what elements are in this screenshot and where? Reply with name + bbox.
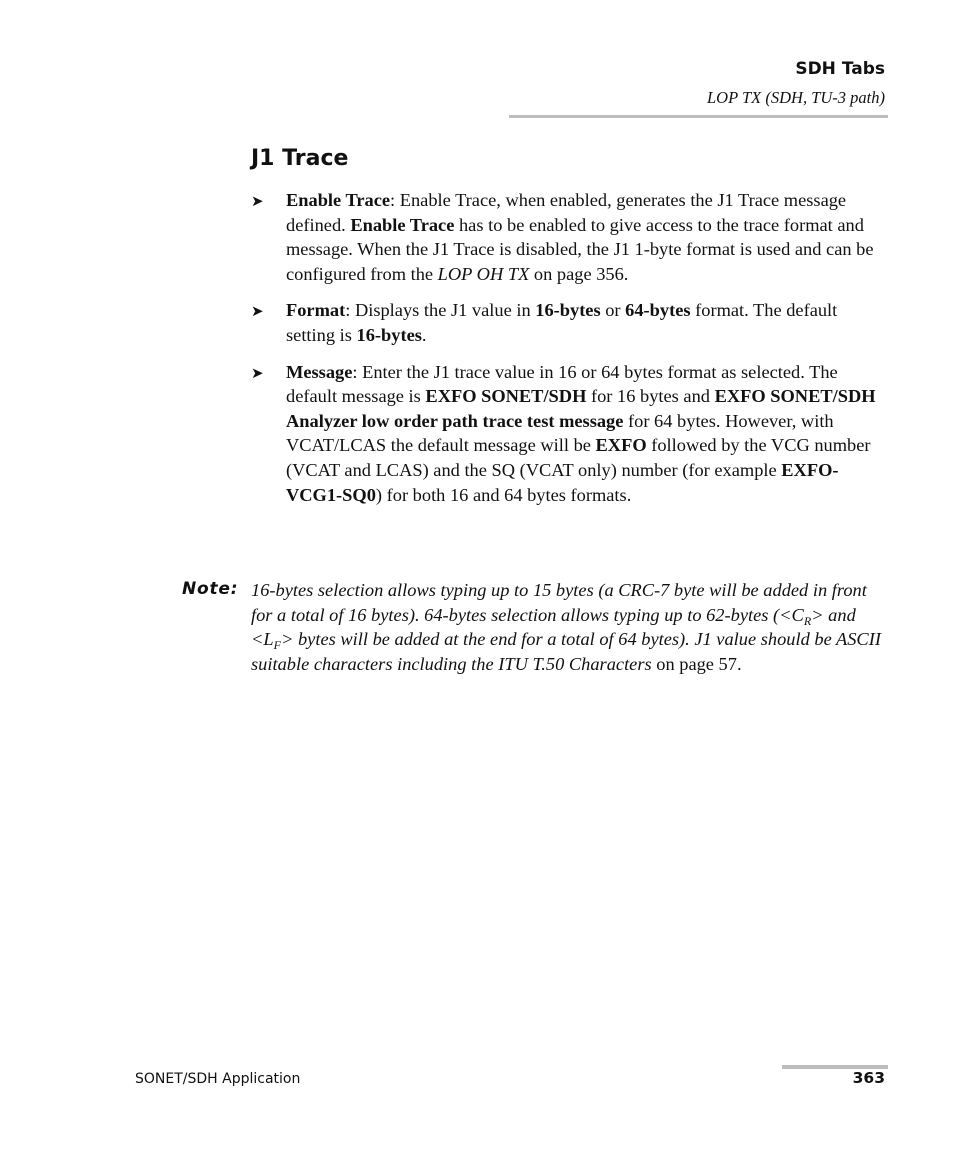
header-divider bbox=[509, 115, 888, 118]
term-format: Format bbox=[286, 300, 346, 321]
bullet-list bbox=[251, 188, 884, 519]
running-header-subtitle: LOP TX (SDH, TU-3 path) bbox=[707, 88, 885, 107]
note-text: 16-bytes selection allows typing up to 15 bytes (a CRC-7 byte will be added in front for a total of 16 bytes). 64-bytes selection allows typing up to 62-bytes ($<C_R>$ and $<L_F>$ bytes will be added at the end for a total of 64 bytes). J1 value should be ASCII suitable characters including the ITU T.50 Characters on page 57. bbox=[251, 580, 881, 674]
section-title: J1 Trace bbox=[251, 146, 349, 171]
page-number: 363 bbox=[852, 1069, 885, 1087]
bullet-arrow-icon: ➤ bbox=[251, 365, 264, 382]
bullet-format: ➤ Format: Displays the J1 value in 16-bytes or 64-bytes format. The default setting is 16-bytes. bbox=[251, 300, 838, 345]
link-itu-t50-characters[interactable]: ITU T.50 Characters bbox=[498, 653, 652, 674]
link-lop-oh-tx[interactable]: LOP OH TX bbox=[437, 263, 530, 284]
running-header-title: SDH Tabs bbox=[795, 59, 885, 79]
term-enable-trace: Enable Trace bbox=[286, 190, 391, 210]
bullet-arrow-icon: ➤ bbox=[251, 194, 264, 210]
footer-document-title: SONET/SDH Application bbox=[135, 1071, 301, 1087]
bullet-message: ➤ Message: Enter the J1 trace value in 16 or 64 bytes format as selected. The default message is EXFO SONET/SDH for 16 bytes and EXFO SONET/SDH Analyzer low order path trace test message for 64 bytes. However, with VCAT/LCAS the default message will be EXFO followed by the VCG number (VCAT and LCAS) and the SQ (VCAT only) number (for example EXFO-VCG1-SQ0) for both 16 and 64 bytes formats. bbox=[251, 361, 876, 505]
bullet-arrow-icon: ➤ bbox=[251, 304, 264, 321]
note-label: Note: bbox=[182, 579, 239, 599]
bullet-enable-trace: ➤ Enable Trace: Enable Trace, when enabled, generates the J1 Trace message defined. Enable Trace has to be enabled to give access to the trace format and message. When the J1 Trace is disabled, the J1 1-byte format is used and can be configured from the LOP OH TX on page 356. bbox=[251, 190, 874, 284]
term-message: Message bbox=[286, 361, 353, 382]
